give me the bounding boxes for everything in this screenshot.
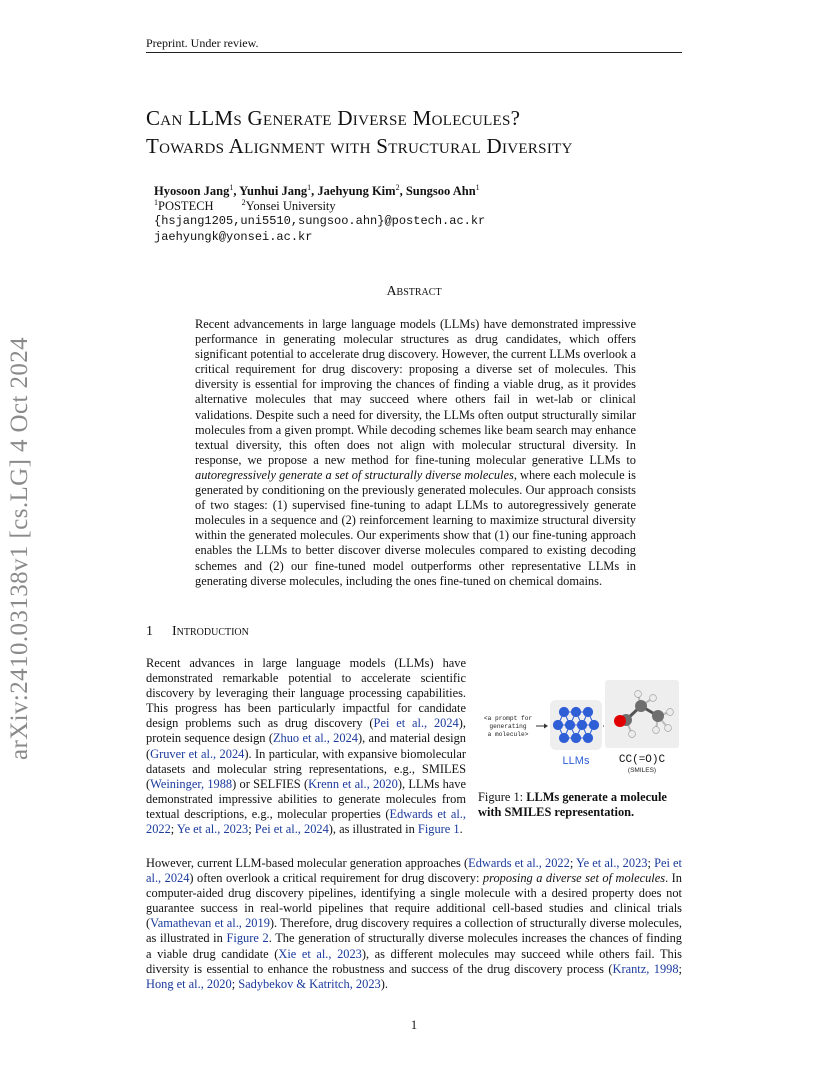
arrowhead-icon [544,724,548,729]
affiliation-yonsei: Yonsei University [245,199,336,214]
page-number: 1 [410,1018,418,1032]
header-rule [146,52,682,53]
email-yonsei: jaehyungk@yonsei.ac.kr [154,230,313,244]
affiliation-mark: 1 [229,183,234,192]
section-number: 1 [146,624,153,639]
citation-link[interactable]: Krantz, 1998 [612,961,679,976]
smiles-tag: (SMILES) [627,767,657,774]
author-name: Hyosoon Jang [154,184,230,199]
citation-link[interactable]: Zhuo et al., 2024 [272,731,358,746]
citation-link[interactable]: Hong et al., 2020 [146,976,232,991]
citation-link[interactable]: Pei et al., 2024 [146,856,682,886]
citation-link[interactable]: Sadybekov & Katritch, 2023 [238,976,381,991]
citation-link[interactable]: Weininger, 1988 [150,776,233,791]
citation-link[interactable]: Ye et al., 2023 [575,856,648,870]
author-name: Yunhui Jang [239,184,308,199]
figure-label: Figure 1: [478,790,527,804]
section-title: Introduction [172,624,249,639]
abstract-heading: Abstract [386,284,442,299]
affiliation-mark: 1 [475,183,480,192]
citation-link[interactable]: Vamathevan et al., 2019 [150,916,270,931]
paper-title [146,104,686,160]
figure-1 [478,678,683,784]
abstract-emphasis: autoregressively generate a set of structurally diverse molecules [195,467,514,482]
smiles-string: CC(=O)C [618,754,666,766]
citation-link[interactable]: Ye et al., 2023 [176,822,249,837]
llm-label: LLMs [562,755,590,767]
figure-reference-link[interactable]: Figure 1 [417,822,460,837]
affiliation-mark: 2 [395,183,400,192]
neural-network-icon [553,707,598,742]
figure-reference-link[interactable]: Figure 2 [226,931,269,946]
title-line-2: Towards Alignment with Structural Diversity [146,134,573,158]
figure-caption-text: LLMs generate a molecule with SMILES representation. [478,790,667,820]
citation-link[interactable]: Pei et al., 2024 [373,716,459,731]
title-line-1: Can LLMs Generate Diverse Molecules? [146,106,521,130]
prompt-text-line-1: <a prompt for [483,715,533,722]
prompt-text-line-3: a molecule> [487,731,529,738]
citation-link[interactable]: Edwards et al., 2022 [146,806,466,837]
citation-link[interactable]: Pei et al., 2024 [254,822,329,837]
section-heading-introduction [146,624,249,640]
affiliations: $^1$POSTECH $^2$Yonsei University [154,198,336,214]
affiliation-postech: POSTECH [158,199,214,214]
figure-1-illustration [478,678,683,784]
author-name: Jaehyung Kim [317,184,396,199]
intro-paragraph-1: Recent advances in large language models (LLMs) have demonstrated remarkable potential to accelerate scientific discovery by leveraging their language processing capabilities. This progress has been particularly impactful for candidate design problems such as drug discovery (Pei et al., 2024), protein sequence design (Zhuo et al., 2024), and material design (Gruver et al., 2024). In particular, with expansive biomolecular datasets and molecular string representations, e.g., SMILES (Weininger, 1988) or SELFIES (Krenn et al., 2020), LLMs have demonstrated impressive abilities to generate molecules from textual descriptions, e.g., molecular properties (Edwards et al., 2022; Ye et al., 2023; Pei et al., 2024), as illustrated in Figure 1. [146,656,466,837]
intro-paragraph-2: However, current LLM-based molecular generation approaches (Edwards et al., 2022; Ye et al., 2023; Pei et al., 2024) often overlook a critical requirement for drug discovery: proposing a diverse set of molecules. In computer-aided drug discovery pipelines, identifying a single molecule with a desired property does not guarantee success in real-world pipelines that require additional cell-based studies and clinical trials (Vamathevan et al., 2019). Therefore, drug discovery requires a collection of structurally diverse molecules, as illustrated in Figure 2. The generation of structurally diverse molecules increases the chances of finding a viable drug candidate (Xie et al., 2023), as different molecules may succeed while others fail. This diversity is essential to enhance the robustness and success of the drug discovery process (Krantz, 1998; Hong et al., 2020; Sadybekov & Katritch, 2023). [146,856,682,991]
email-postech: {hsjang1205,uni5510,sungsoo.ahn}@postech.ac.kr [154,214,486,228]
citation-link[interactable]: Krenn et al., 2020 [308,776,398,791]
affiliation-mark: 1 [307,183,312,192]
citation-link[interactable]: Gruver et al., 2024 [150,746,245,761]
running-header: Preprint. Under review. [146,36,259,50]
abstract-body: Recent advancements in large language models (LLMs) have demonstrated impressive performance in generating molecular structures as drug candidates, which offers significant potential to accelerate drug discovery. However, the current LLMs overlook a critical requirement for drug discovery: proposing a diverse set of molecules. This diversity is essential for improving the chances of finding a viable drug, as it provides alternative molecules that may succeed where others fail in wet-lab or clinical validations. Despite such a need for diversity, the LLMs often output structurally similar molecules from a given prompt. While decoding schemes like beam search may enhance textual diversity, this often does not align with molecular structural diversity. In response, we propose a new method for fine-tuning molecular generative LLMs to autoregressively generate a set of structurally diverse molecules, where each molecule is generated by conditioning on the previously generated molecules. Our approach consists of two stages: (1) supervised fine-tuning to adapt LLMs to autoregressively generate molecules in a sequence and (2) reinforcement learning to maximize structural diversity within the generated molecules. Our experiments show that (1) our fine-tuning approach enables the LLMs to better discover diverse molecules compared to existing decoding schemes and (2) our fine-tuned model outperforms other representative LLMs in generating diverse molecules, including the ones fine-tuned on chemical domains. [195,317,636,588]
citation-link[interactable]: Xie et al., 2023 [278,946,362,961]
author-name: Sungsoo Ahn [405,184,476,199]
figure-1-caption [478,790,688,820]
author-list: Hyosoon Jang$^1$, Yunhui Jang$^1$, Jaehyung Kim$^2$, Sungsoo Ahn$^1$ [154,183,480,199]
prompt-text-line-2: generating [489,723,527,730]
citation-link[interactable]: Edwards et al., 2022 [468,856,570,870]
arxiv-identifier: arXiv:2410.03138v1 [cs.LG] 4 Oct 2024 [6,336,33,760]
intro-emphasis: proposing a diverse set of molecules [482,871,666,886]
